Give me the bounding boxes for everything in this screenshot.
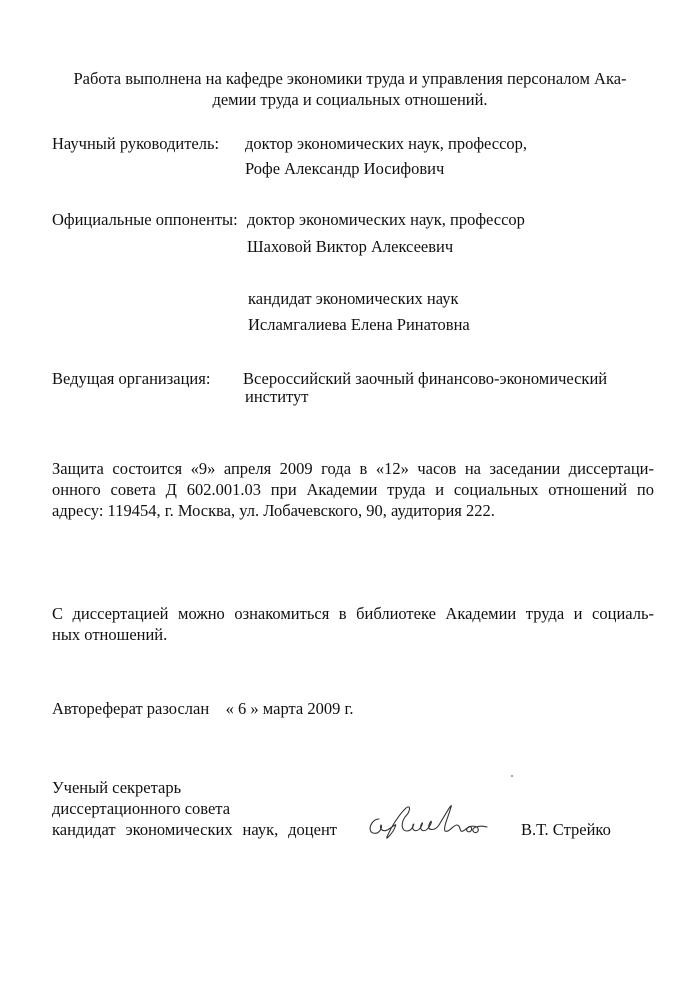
supervisor-name: Рофе Александр Иосифович (245, 159, 445, 178)
intro-line-2: демии труда и социальных отношений. (212, 90, 488, 109)
secretary-name: В.Т. Стрейко (521, 820, 611, 839)
defense-paragraph (52, 458, 654, 521)
intro-line-1: Работа выполнена на кафедре экономики труда и управления персоналом Ака- (73, 69, 627, 88)
opponent-2-name: Исламгалиева Елена Ринатовна (248, 315, 470, 334)
signature-icon (365, 797, 515, 843)
secretary-word: наук, (242, 820, 279, 839)
secretary-word: экономических (125, 820, 233, 839)
mailing-date: Автореферат разослан « 6 » марта 2009 г. (52, 699, 354, 718)
secretary-title-line-2: диссертационного совета (52, 799, 231, 818)
library-line-1: С диссертацией можно ознакомиться в библиотеке Академии труда и социаль- (52, 604, 654, 623)
secretary-word: кандидат (52, 820, 116, 839)
supervisor-degree: доктор экономических наук, профессор, (245, 134, 528, 153)
secretary-word: доцент (288, 820, 337, 839)
opponents-label: Официальные оппоненты: (52, 210, 238, 229)
leading-org-label: Ведущая организация: (52, 369, 211, 388)
leading-org-line-2: институт (245, 387, 309, 406)
defense-line-3: адресу: 119454, г. Москва, ул. Лобачевского, 90, аудитория 222. (52, 501, 495, 520)
intro-paragraph (50, 68, 650, 110)
secretary-title-line-1: Ученый секретарь (52, 778, 182, 797)
opponent-1-name: Шаховой Виктор Алексеевич (247, 237, 454, 256)
defense-line-2: онного совета Д 602.001.03 при Академии труда и социальных отношений по (52, 480, 654, 499)
supervisor-label: Научный руководитель: (52, 134, 220, 153)
library-line-2: ных отношений. (52, 625, 168, 644)
leading-org-line-1: Всероссийский заочный финансово-экономический (243, 369, 608, 388)
scan-speck (511, 775, 513, 777)
opponent-2-degree: кандидат экономических наук (248, 289, 459, 308)
opponent-1-degree: доктор экономических наук, профессор (247, 210, 525, 229)
library-paragraph (52, 603, 654, 645)
secretary-title-line-3 (52, 819, 337, 840)
defense-line-1: Защита состоится «9» апреля 2009 года в «12» часов на заседании диссертаци- (52, 459, 654, 478)
